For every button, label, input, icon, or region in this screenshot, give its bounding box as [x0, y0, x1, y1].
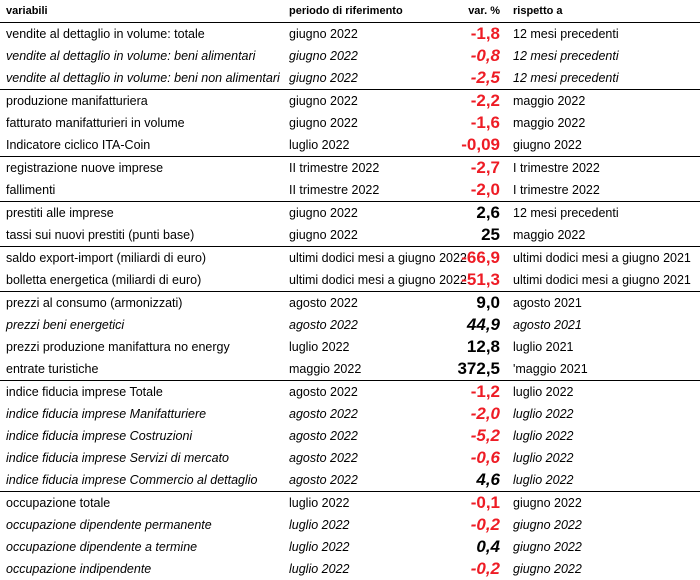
- cell-var-percent: -5,2: [470, 426, 500, 445]
- table-row: [0, 491, 700, 514]
- cell-variabile: occupazione dipendente a termine: [6, 540, 198, 554]
- table-header: [0, 0, 700, 23]
- table-row: [0, 469, 700, 491]
- table-row: [0, 112, 700, 134]
- table-row: [0, 358, 700, 380]
- header-variabili: variabili: [6, 5, 48, 17]
- header-periodo: periodo di riferimento: [289, 5, 403, 17]
- cell-rispetto: 12 mesi precedenti: [513, 206, 619, 220]
- cell-rispetto: 12 mesi precedenti: [513, 27, 619, 41]
- table-row: [0, 380, 700, 403]
- cell-var-percent: -2,0: [470, 180, 500, 199]
- cell-variabile: prezzi al consumo (armonizzati): [6, 296, 183, 310]
- table-row: [0, 246, 700, 269]
- cell-rispetto: agosto 2021: [513, 296, 582, 310]
- cell-periodo: giugno 2022: [289, 27, 358, 41]
- cell-periodo: luglio 2022: [289, 562, 350, 576]
- cell-rispetto: giugno 2022: [513, 138, 582, 152]
- cell-var-percent: -2,7: [470, 158, 500, 177]
- cell-rispetto: I trimestre 2022: [513, 161, 600, 175]
- cell-periodo: luglio 2022: [289, 340, 350, 354]
- cell-var-percent: -66,9: [461, 248, 500, 267]
- cell-periodo: agosto 2022: [289, 318, 358, 332]
- cell-periodo: agosto 2022: [289, 451, 358, 465]
- cell-variabile: occupazione indipendente: [6, 562, 152, 576]
- cell-periodo: II trimestre 2022: [289, 183, 380, 197]
- table-row: [0, 514, 700, 536]
- table-row: [0, 67, 700, 89]
- table-row: [0, 314, 700, 336]
- cell-variabile: vendite al dettaglio in volume: beni alimentari: [6, 49, 256, 63]
- cell-var-percent: 12,8: [466, 337, 500, 356]
- cell-variabile: indice fiducia imprese Manifatturiere: [6, 407, 207, 421]
- cell-variabile: indice fiducia imprese Costruzioni: [6, 429, 193, 443]
- cell-rispetto: maggio 2022: [513, 94, 586, 108]
- cell-periodo: II trimestre 2022: [289, 161, 380, 175]
- cell-var-percent: -1,6: [470, 113, 500, 132]
- cell-periodo: luglio 2022: [289, 540, 350, 554]
- cell-var-percent: -1,8: [470, 24, 500, 43]
- cell-variabile: vendite al dettaglio in volume: totale: [6, 27, 205, 41]
- cell-variabile: prestiti alle imprese: [6, 206, 114, 220]
- cell-var-percent: -0,1: [470, 493, 500, 512]
- cell-periodo: luglio 2022: [289, 138, 350, 152]
- cell-var-percent: 4,6: [476, 470, 500, 489]
- cell-variabile: bolletta energetica (miliardi di euro): [6, 273, 202, 287]
- cell-variabile: saldo export-import (miliardi di euro): [6, 251, 207, 265]
- cell-rispetto: giugno 2022: [513, 518, 582, 532]
- cell-var-percent: 372,5: [457, 359, 500, 378]
- cell-periodo: ultimi dodici mesi a giugno 2022: [289, 273, 467, 287]
- cell-var-percent: -0,6: [470, 448, 500, 467]
- cell-var-percent: 0,4: [476, 537, 500, 556]
- cell-variabile: occupazione totale: [6, 496, 111, 510]
- cell-variabile: fallimenti: [6, 183, 56, 197]
- cell-var-percent: 2,6: [476, 203, 500, 222]
- cell-rispetto: luglio 2022: [513, 407, 574, 421]
- cell-var-percent: -51,3: [461, 270, 500, 289]
- table-body: [0, 23, 700, 580]
- table-row: [0, 403, 700, 425]
- cell-variabile: registrazione nuove imprese: [6, 161, 164, 175]
- cell-periodo: giugno 2022: [289, 71, 358, 85]
- table-row: [0, 224, 700, 246]
- cell-rispetto: luglio 2022: [513, 451, 574, 465]
- cell-rispetto: ultimi dodici mesi a giugno 2021: [513, 251, 691, 265]
- cell-variabile: indice fiducia imprese Totale: [6, 385, 163, 399]
- cell-var-percent: 25: [481, 225, 500, 244]
- table-row: [0, 156, 700, 179]
- cell-variabile: tassi sui nuovi prestiti (punti base): [6, 228, 195, 242]
- cell-rispetto: maggio 2022: [513, 116, 586, 130]
- cell-periodo: agosto 2022: [289, 473, 358, 487]
- cell-rispetto: agosto 2021: [513, 318, 582, 332]
- cell-rispetto: luglio 2021: [513, 340, 574, 354]
- table-row: [0, 336, 700, 358]
- table-row: [0, 179, 700, 201]
- cell-var-percent: 44,9: [466, 315, 500, 334]
- cell-periodo: giugno 2022: [289, 49, 358, 63]
- table-row: [0, 425, 700, 447]
- cell-var-percent: 9,0: [476, 293, 500, 312]
- table-row: [0, 291, 700, 314]
- table-row: [0, 447, 700, 469]
- cell-periodo: giugno 2022: [289, 206, 358, 220]
- cell-var-percent: -0,09: [461, 135, 500, 154]
- cell-rispetto: I trimestre 2022: [513, 183, 600, 197]
- cell-periodo: agosto 2022: [289, 407, 358, 421]
- cell-periodo: ultimi dodici mesi a giugno 2022: [289, 251, 467, 265]
- cell-periodo: giugno 2022: [289, 116, 358, 130]
- cell-variabile: Indicatore ciclico ITA-Coin: [6, 138, 151, 152]
- cell-variabile: produzione manifatturiera: [6, 94, 148, 108]
- cell-rispetto: giugno 2022: [513, 562, 582, 576]
- cell-variabile: indice fiducia imprese Servizi di mercato: [6, 451, 230, 465]
- cell-rispetto: luglio 2022: [513, 473, 574, 487]
- table-row: [0, 45, 700, 67]
- cell-periodo: giugno 2022: [289, 228, 358, 242]
- cell-var-percent: -2,2: [470, 91, 500, 110]
- table-row: [0, 536, 700, 558]
- cell-periodo: giugno 2022: [289, 94, 358, 108]
- header-var: var. %: [468, 5, 500, 17]
- cell-periodo: luglio 2022: [289, 496, 350, 510]
- header-rispetto: rispetto a: [513, 5, 563, 17]
- cell-variabile: vendite al dettaglio in volume: beni non alimentari: [6, 71, 280, 85]
- cell-periodo: agosto 2022: [289, 385, 358, 399]
- cell-var-percent: -0,2: [470, 515, 500, 534]
- table-row: [0, 269, 700, 291]
- cell-periodo: agosto 2022: [289, 296, 358, 310]
- cell-rispetto: ultimi dodici mesi a giugno 2021: [513, 273, 691, 287]
- table-row: [0, 134, 700, 156]
- cell-periodo: luglio 2022: [289, 518, 350, 532]
- cell-periodo: agosto 2022: [289, 429, 358, 443]
- cell-var-percent: -0,8: [470, 46, 500, 65]
- cell-var-percent: -0,2: [470, 559, 500, 578]
- cell-rispetto: maggio 2022: [513, 228, 586, 242]
- cell-variabile: prezzi produzione manifattura no energy: [6, 340, 230, 354]
- cell-variabile: occupazione dipendente permanente: [6, 518, 212, 532]
- cell-var-percent: -1,2: [470, 382, 500, 401]
- cell-rispetto: giugno 2022: [513, 496, 582, 510]
- cell-variabile: entrate turistiche: [6, 362, 99, 376]
- cell-rispetto: 12 mesi precedenti: [513, 49, 619, 63]
- cell-rispetto: luglio 2022: [513, 429, 574, 443]
- table-row: [0, 201, 700, 224]
- cell-rispetto: 'maggio 2021: [513, 362, 588, 376]
- cell-variabile: indice fiducia imprese Commercio al dettaglio: [6, 473, 258, 487]
- cell-rispetto: luglio 2022: [513, 385, 574, 399]
- cell-variabile: fatturato manifatturieri in volume: [6, 116, 185, 130]
- table-row: [0, 89, 700, 112]
- table-row: [0, 23, 700, 45]
- cell-variabile: prezzi beni energetici: [6, 318, 125, 332]
- cell-rispetto: 12 mesi precedenti: [513, 71, 619, 85]
- table-row: [0, 558, 700, 580]
- cell-var-percent: -2,0: [470, 404, 500, 423]
- cell-var-percent: -2,5: [470, 68, 500, 87]
- cell-rispetto: giugno 2022: [513, 540, 582, 554]
- cell-periodo: maggio 2022: [289, 362, 362, 376]
